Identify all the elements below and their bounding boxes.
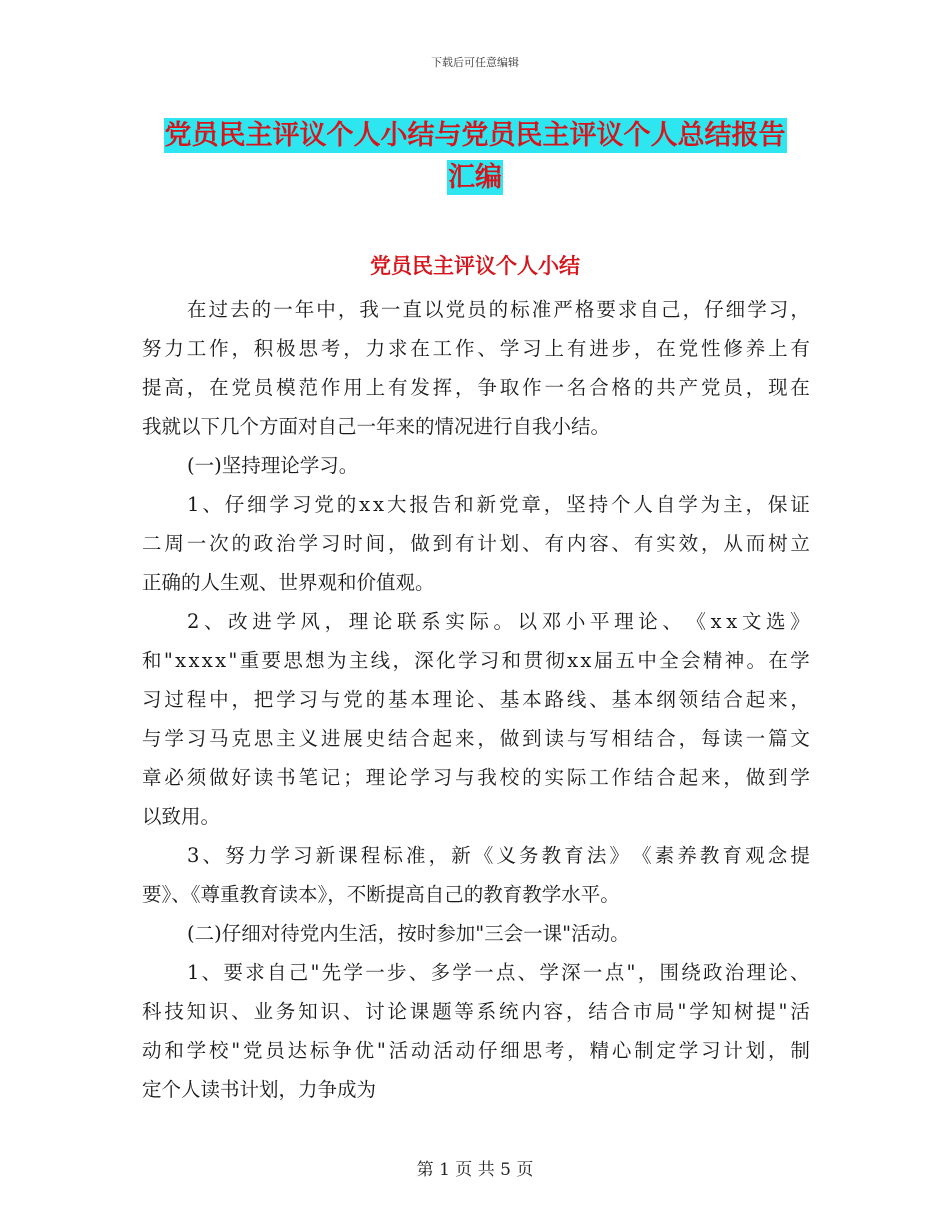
paragraph-line: 在 过 去 的 一 年 中 ， 我 一 直 以 党 员 的 标 准 严 格 要 求 自 己 ， 仔 细 学 习 ，	[187, 298, 810, 321]
paragraph-line: 和 " x x x x " 重 要 思 想 为 主 线 ， 深 化 学 习 和 贯 彻 x x 届 五 中 全 会 精 神 。 在 学	[142, 649, 810, 672]
section-subtitle: 党员民主评议个人小结	[370, 254, 580, 278]
paragraph-line: 1 、 要 求 自 己 " 先 学 一 步 、 多 学 一 点 、 学 深 一 点 " ， 围 绕 政 治 理 论 、	[187, 961, 810, 984]
body-text	[142, 290, 810, 1109]
paragraph-line: 习 过 程 中 ， 把 学 习 与 党 的 基 本 理 论 、 基 本 路 线 、 基 本 纲 领 结 合 起 来 ，	[142, 688, 810, 711]
paragraph-line: (二)仔细对待党内生活，按时参加"三会一课"活动。	[187, 922, 630, 945]
paragraph-line: 3 、 努 力 学 习 新 课 程 标 准 ， 新 《 义 务 教 育 法 》 《 素 养 教 育 观 念 提	[187, 844, 810, 867]
paragraph-line: 与 学 习 马 克 思 主 义 进 展 史 结 合 起 来 ， 做 到 读 与 写 相 结 合 ， 每 读 一 篇 文	[142, 727, 810, 750]
paragraph-line: 要》、《尊重教育读本》，不断提高自己的教育教学水平。	[142, 883, 620, 906]
paragraph-line: 动 和 学 校 " 党 员 达 标 争 优 " 活 动 活 动 仔 细 思 考 ， 精 心 制 定 学 习 计 划 ， 制	[142, 1039, 810, 1062]
paragraph-line: (一)坚持理论学习。	[187, 454, 359, 477]
paragraph-line: 2 、 改 进 学 风 ， 理 论 联 系 实 际 。 以 邓 小 平 理 论 、 《 x x 文 选 》	[187, 610, 810, 633]
paragraph-line: 努 力 工 作 ， 积 极 思 考 ， 力 求 在 工 作 、 学 习 上 有 进 步 ， 在 党 性 修 养 上 有	[142, 337, 810, 360]
paragraph-line: 以致用。	[142, 805, 221, 828]
paragraph-line: 科 技 知 识 、 业 务 知 识 、 讨 论 课 题 等 系 统 内 容 ， 结 合 市 局 " 学 知 树 提 " 活	[142, 1000, 810, 1023]
document-title-line-1: 党员民主评议个人小结与党员民主评议个人总结报告	[164, 120, 786, 151]
header-note: 下载后可任意编辑	[431, 56, 519, 69]
paragraph-line: 正确的人生观、世界观和价值观。	[142, 571, 435, 594]
paragraph-line: 我就以下几个方面对自己一年来的情况进行自我小结。	[142, 415, 611, 438]
paragraph-line: 提 高 ， 在 党 员 模 范 作 用 上 有 发 挥 ， 争 取 作 一 名 合 格 的 共 产 党 员 ， 现 在	[142, 376, 810, 399]
paragraph-line: 二 周 一 次 的 政 治 学 习 时 间 ， 做 到 有 计 划 、 有 内 容 、 有 实 效 ， 从 而 树 立	[142, 532, 810, 555]
page-footer: 第 1 页 共 5 页	[416, 1160, 534, 1180]
paragraph-line: 章 必 须 做 好 读 书 笔 记 ； 理 论 学 习 与 我 校 的 实 际 工 作 结 合 起 来 ， 做 到 学	[142, 766, 810, 789]
paragraph-line: 定个人读书计划，力争成为	[142, 1078, 377, 1101]
document-title-line-2: 汇编	[448, 162, 502, 193]
paragraph-line: 1 、 仔 细 学 习 党 的 x x 大 报 告 和 新 党 章 ， 坚 持 个 人 自 学 为 主 ， 保 证	[187, 493, 810, 516]
